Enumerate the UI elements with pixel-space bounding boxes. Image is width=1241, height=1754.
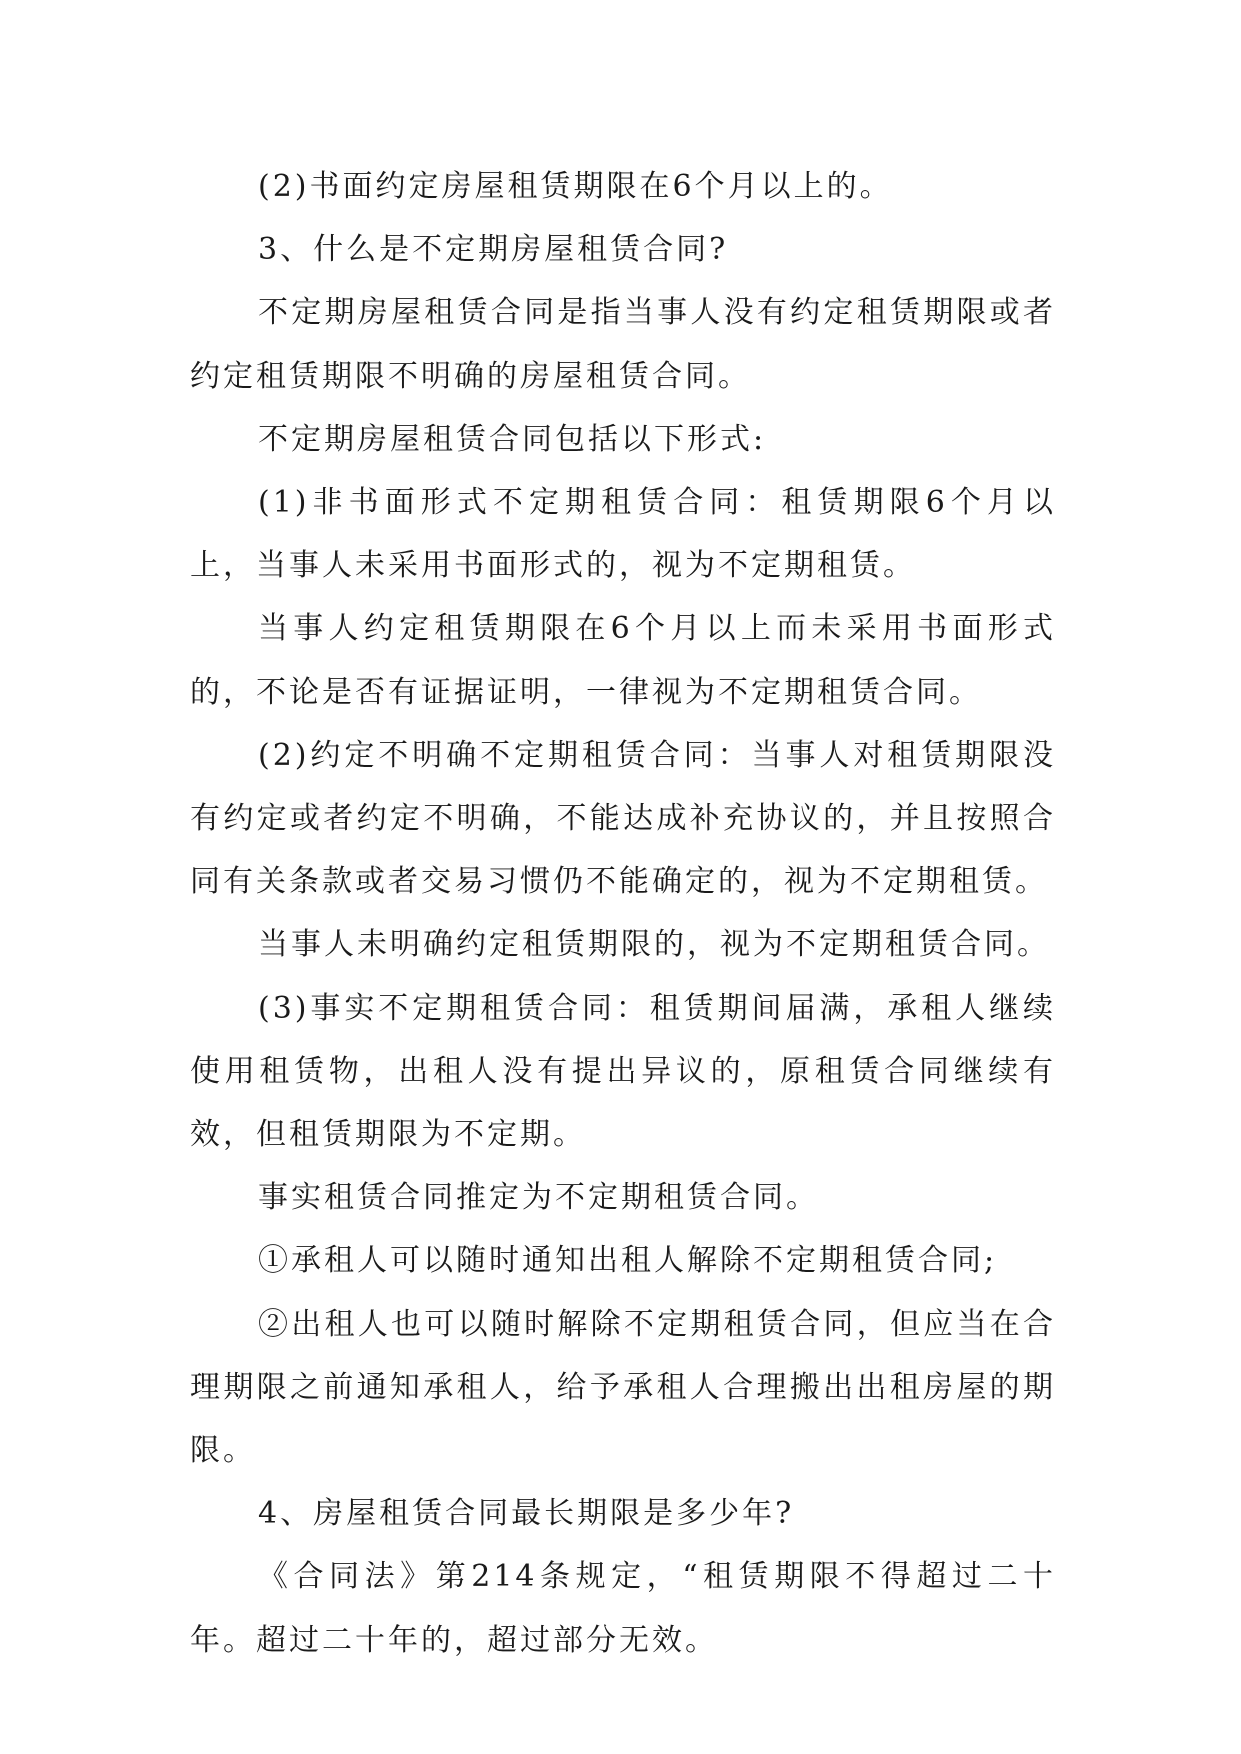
paragraph: (2)约定不明确不定期租赁合同：当事人对租赁期限没有约定或者约定不明确，不能达成补充协议的，并且按照合同有关条款或者交易习惯仍不能确定的，视为不定期租赁。 — [190, 737, 1056, 900]
paragraph: 事实租赁合同推定为不定期租赁合同。 — [258, 1180, 819, 1216]
section-heading: 3、什么是不定期房屋租赁合同? — [258, 232, 729, 268]
list-item: ②出租人也可以随时解除不定期租赁合同，但应当在合理期限之前通知承租人，给予承租人合理搬出出租房屋的期限。 — [190, 1306, 1056, 1469]
paragraph: (1)非书面形式不定期租赁合同：租赁期限6个月以上，当事人未采用书面形式的，视为不定期租赁。 — [190, 485, 1056, 584]
paragraph: 《合同法》第214条规定，“租赁期限不得超过二十年。超过二十年的，超过部分无效。 — [190, 1559, 1056, 1658]
section-heading: 4、房屋租赁合同最长期限是多少年? — [258, 1496, 795, 1532]
list-item: ①承租人可以随时通知出租人解除不定期租赁合同; — [258, 1243, 998, 1279]
paragraph: 不定期房屋租赁合同是指当事人没有约定租赁期限或者约定租赁期限不明确的房屋租赁合同。 — [190, 295, 1056, 394]
document-body — [190, 155, 1056, 1672]
paragraph: (2)书面约定房屋租赁期限在6个月以上的。 — [258, 169, 893, 204]
paragraph: 不定期房屋租赁合同包括以下形式: — [258, 421, 767, 457]
paragraph: (3)事实不定期租赁合同：租赁期间届满，承租人继续使用租赁物，出租人没有提出异议的，原租赁合同继续有效，但租赁期限为不定期。 — [190, 990, 1056, 1153]
paragraph: 当事人约定租赁期限在6个月以上而未采用书面形式的，不论是否有证据证明，一律视为不定期租赁合同。 — [190, 611, 1056, 710]
paragraph: 当事人未明确约定租赁期限的，视为不定期租赁合同。 — [258, 927, 1050, 963]
